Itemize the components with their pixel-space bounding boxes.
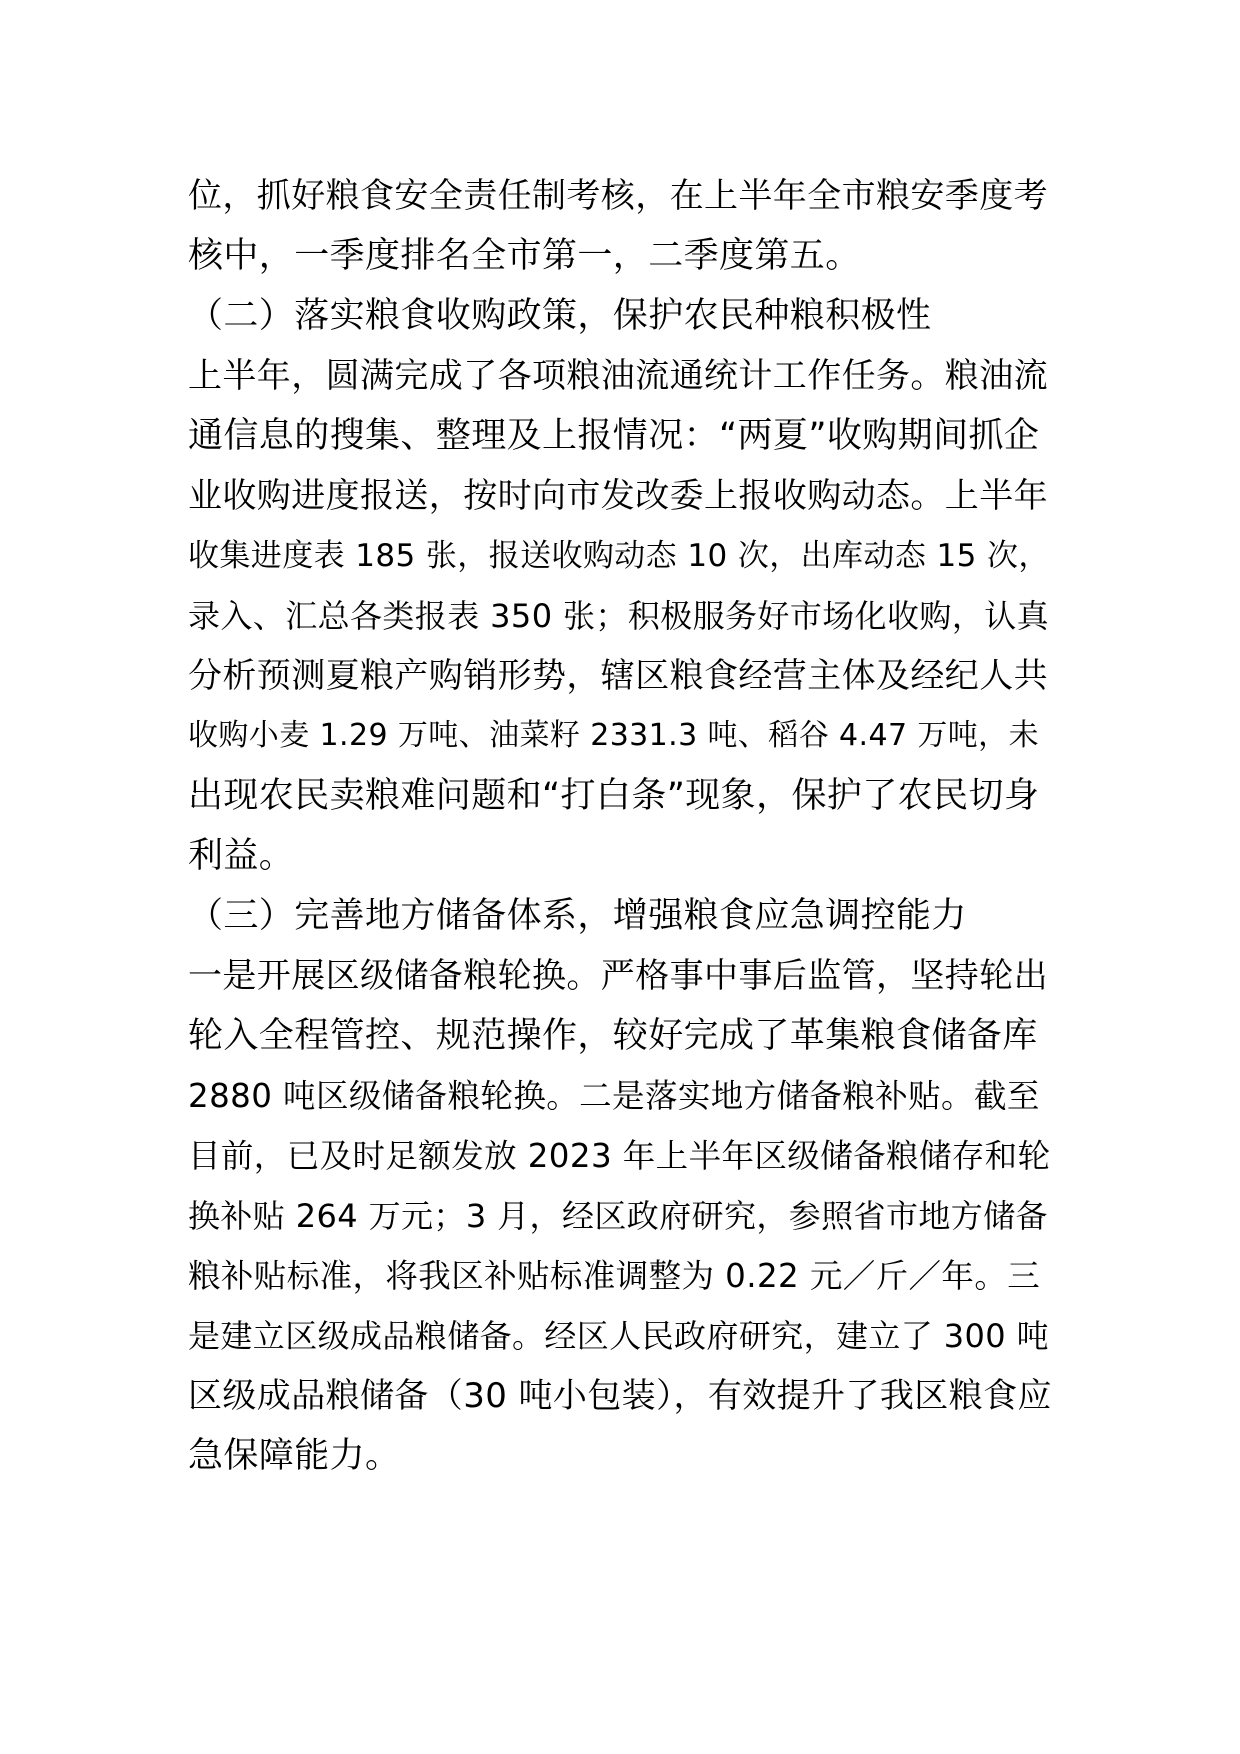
section-heading: （二）落实粮食收购政策，保护农民种粮积极性 (188, 296, 932, 336)
text-line: 业收购进度报送，按时向市发改委上报收购动态。上半年 (188, 476, 1048, 516)
text-line: 换补贴 264 万元；3 月，经区政府研究，参照省市地方储备 (188, 1197, 1048, 1235)
text-line: 位，抓好粮食安全责任制考核，在上半年全市粮安季度考 (188, 176, 1048, 216)
text-line: 通信息的搜集、整理及上报情况：“两夏”收购期间抓企 (188, 416, 1040, 456)
text-line: 上半年，圆满完成了各项粮油流通统计工作任务。粮油流 (188, 356, 1048, 396)
text-line: 利益。 (188, 836, 295, 876)
text-line: 收集进度表 185 张，报送收购动态 10 次，出库动态 15 次， (188, 538, 1050, 574)
text-line: 一是开展区级储备粮轮换。严格事中事后监管，坚持轮出 (188, 956, 1048, 996)
text-line: 是建立区级成品粮储备。经区人民政府研究，建立了 300 吨 (188, 1317, 1050, 1355)
text-line: 急保障能力。 (188, 1436, 401, 1476)
text-line: 收购小麦 1.29 万吨、油菜籽 2331.3 吨、稻谷 4.47 万吨，未 (188, 718, 1039, 753)
section-heading: （三）完善地方储备体系，增强粮食应急调控能力 (188, 896, 967, 936)
text-line: 录入、汇总各类报表 350 张；积极服务好市场化收购，认真 (188, 597, 1050, 635)
text-line: 分析预测夏粮产购销形势，辖区粮食经营主体及经纪人共 (188, 656, 1048, 696)
text-line: 轮入全程管控、规范操作，较好完成了革集粮食储备库 (188, 1016, 1038, 1056)
text-line: 目前，已及时足额发放 2023 年上半年区级储备粮储存和轮 (188, 1137, 1051, 1175)
text-line: 2880 吨区级储备粮轮换。二是落实地方储备粮补贴。截至 (188, 1077, 1040, 1115)
text-line: 核中，一季度排名全市第一，二季度第五。 (188, 236, 861, 276)
text-line: 区级成品粮储备（30 吨小包装），有效提升了我区粮食应 (188, 1376, 1052, 1416)
text-line: 粮补贴标准，将我区补贴标准调整为 0.22 元／斤／年。三 (188, 1257, 1041, 1295)
text-line: 出现农民卖粮难问题和“打白条”现象，保护了农民切身 (188, 776, 1040, 816)
